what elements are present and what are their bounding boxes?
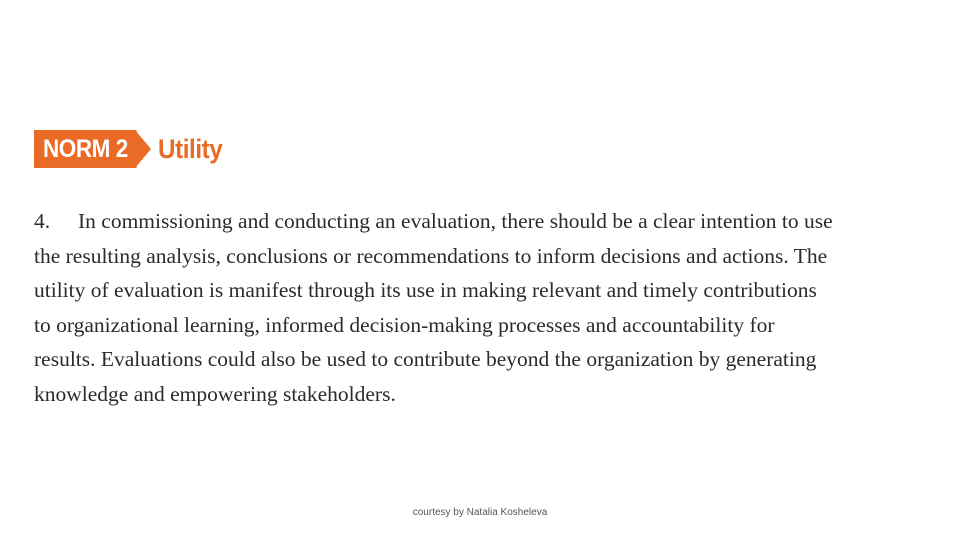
paragraph-line: utility of evaluation is manifest through its use in making relevant and timely contributions xyxy=(34,278,817,302)
paragraph-line-text: In commissioning and conducting an evaluation, there should be a clear intention to use xyxy=(78,209,833,233)
paragraph-line: knowledge and empowering stakeholders. xyxy=(34,381,396,406)
norm-title: Utility xyxy=(158,133,223,164)
paragraph-line: results. Evaluations could also be used to contribute beyond the organization by generating xyxy=(34,347,817,371)
paragraph-line: to organizational learning, informed decision-making processes and accountability for xyxy=(34,312,775,337)
paragraph-line xyxy=(34,204,934,239)
norm-badge: NORM 2 xyxy=(34,130,137,168)
paragraph-line: the resulting analysis, conclusions or recommendations to inform decisions and actions. The xyxy=(34,243,828,268)
paragraph-number: 4. xyxy=(34,209,51,233)
norm-header xyxy=(34,130,230,168)
footer-credit: courtesy by Natalia Kosheleva xyxy=(412,507,548,518)
arrow-icon xyxy=(135,130,151,168)
norm-paragraph xyxy=(34,204,934,411)
